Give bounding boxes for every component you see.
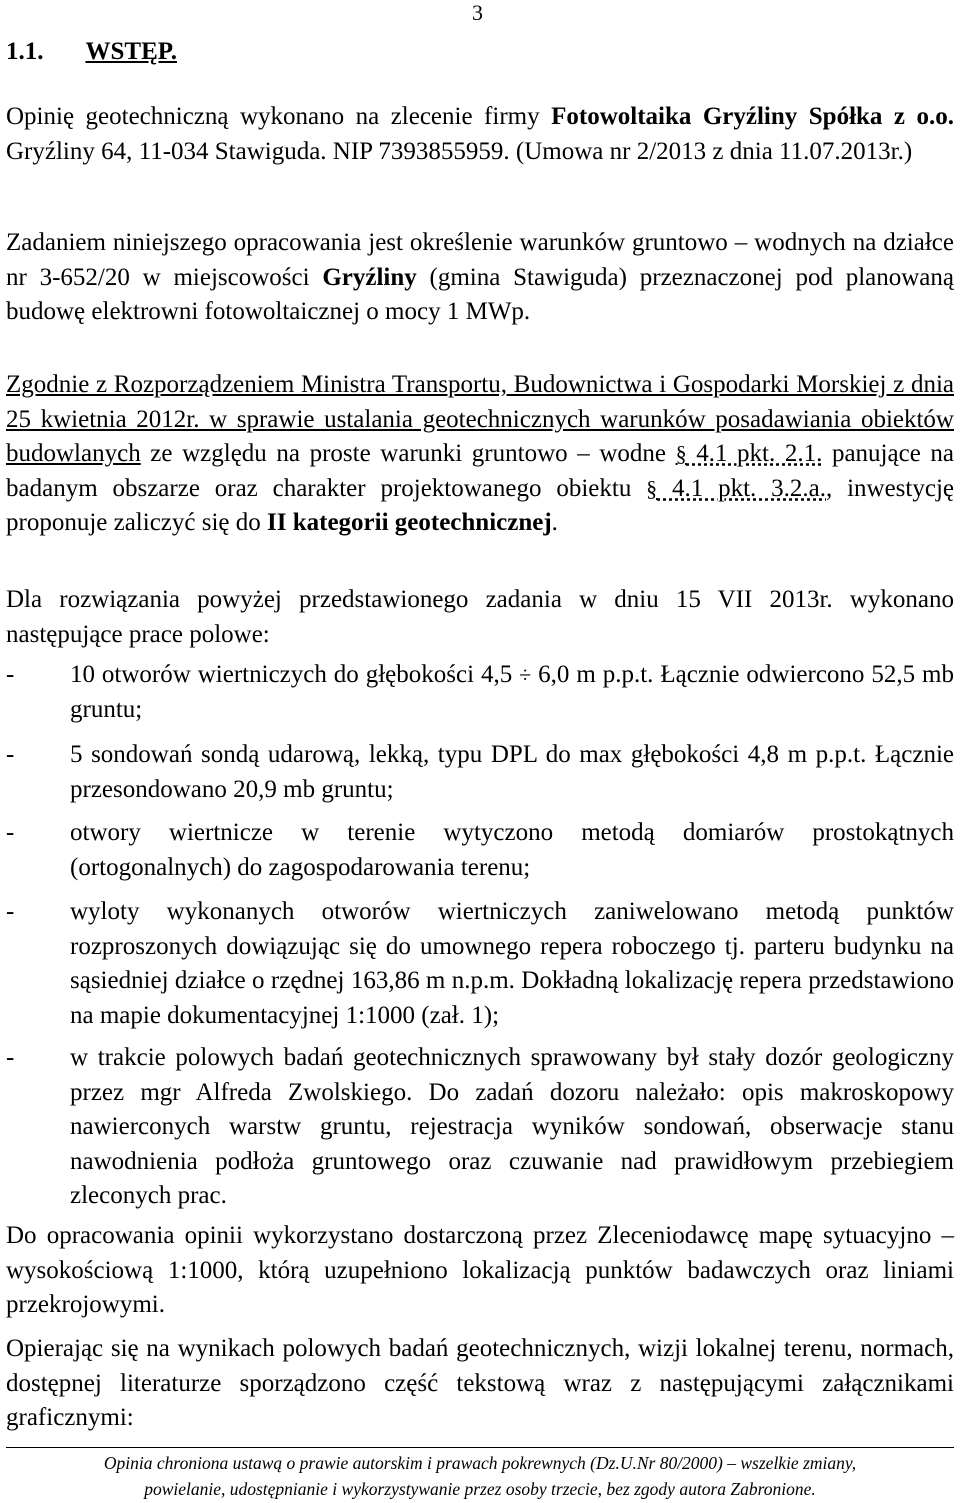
list-item-text: w trakcie polowych badań geotechnicznych sprawowany był stały dozór geologiczny przez mgr Alfreda Zwolskiego. Do zadań dozoru należało: opis makroskopowy nawierconych warstw gruntu, rejestracja wyników sondowań, obserwacje stanu nawodnienia podłoża gruntowego oraz czuwanie nad prawidłowym przebiegiem zleconych prac.	[70, 1044, 954, 1210]
text: 10 otworów wiertniczych do głębokości 4,5	[70, 661, 520, 688]
text: Do opracowania opinii wykorzystano dostarczoną przez Zleceniodawcę mapę sytuacyjno – wysokościową 1:1000, którą uzupełniono lokalizacją punktów badawczych oraz liniami przekrojowymi.	[6, 1222, 954, 1319]
list-item	[6, 1041, 954, 1214]
footer-line: powielanie, udostępnianie i wykorzystywanie przez osoby trzecie, bez zgody autora Zabronione.	[144, 1479, 816, 1499]
section-title: WSTĘP.	[85, 38, 177, 65]
client-name: Fotowoltaika Gryźliny Spółka z o.o.	[551, 103, 954, 130]
text: Gryźliny 64, 11-034 Stawiguda. NIP 7393855959. (Umowa nr 2/2013 z dnia 11.07.2013r.)	[6, 137, 913, 165]
list-dash: -	[6, 819, 15, 846]
text: 6,0 m p.p.t. Łącznie odwiercono 52,5 mb gruntu;	[70, 661, 954, 723]
range-symbol: ÷	[519, 662, 532, 687]
list-item	[6, 658, 954, 727]
section-number: 1.1.	[6, 38, 44, 65]
text: Opierając się na wynikach polowych badań geotechnicznych, wizji lokalnej terenu, normach, dostępnej literaturze sporządzono część tekstową wraz z następującymi załącznikami graficznymi:	[6, 1335, 954, 1432]
section-symbol: §	[646, 475, 658, 501]
footer-divider	[6, 1447, 954, 1448]
section-symbol: §	[675, 441, 687, 467]
paragraph-attachments-intro	[6, 1332, 954, 1436]
location-name: Gryźliny	[322, 263, 417, 291]
list-item-text: 5 sondowań sondą udarową, lekką, typu DPL do max głębokości 4,8 m p.p.t. Łącznie przesondowano 20,9 mb gruntu;	[70, 741, 954, 803]
list-dash: -	[6, 1044, 15, 1071]
paragraph-field-works-intro	[6, 583, 954, 652]
footer-line: Opinia chroniona ustawą o prawie autorskim i prawach pokrewnych (Dz.U.Nr 80/2000) – wszelkie zmiany,	[103, 1453, 857, 1473]
text: .	[551, 509, 558, 537]
paragraph-commission	[6, 100, 954, 169]
paragraph-map-source	[6, 1219, 954, 1323]
list-item	[6, 816, 954, 885]
list-item	[6, 738, 954, 807]
geotechnical-category: II kategorii geotechnicznej	[267, 509, 552, 537]
text: ze względu na proste warunki gruntowo – wodne	[140, 440, 676, 468]
text: panujące na badanym obszarze oraz charakter projektowanego obiektu	[6, 440, 954, 502]
text: (gmina Stawiguda) przeznaczonej pod planowaną budowę elektrowni fotowoltaicznej o mocy 1 MWp.	[6, 263, 954, 326]
section-heading	[6, 38, 177, 66]
copyright-footer	[6, 1450, 954, 1502]
list-item-text: wyloty wykonanych otworów wiertniczych zaniwelowano metodą punktów rozproszonych dowiązując się do umownego repera roboczego tj. parteru budynku na sąsiedniej działce o rzędnej 163,86 m n.p.m. Dokładną lokalizację repera przedstawiono na mapie dokumentacyjnej 1:1000 (zał. 1);	[70, 898, 954, 1029]
list-dash: -	[6, 741, 15, 768]
paragraph-reference: 4.1 pkt. 3.2.a.	[657, 474, 826, 502]
text: , inwestycję proponuje zaliczyć się do	[6, 474, 954, 537]
page-number: 3	[472, 0, 483, 25]
list-item-text	[70, 658, 954, 727]
list-dash: -	[6, 898, 15, 925]
list-dash: -	[6, 661, 15, 688]
text: Dla rozwiązania powyżej przedstawionego zadania w dniu 15 VII 2013r. wykonano następujące prace polowe:	[6, 586, 954, 648]
text: Opinię geotechniczną wykonano na zlecenie firmy	[6, 103, 552, 130]
list-item	[6, 895, 954, 1033]
text: Zadaniem niniejszego opracowania jest określenie warunków gruntowo – wodnych na działce nr 3-652/20 w miejscowości	[6, 229, 954, 291]
regulation-reference: Zgodnie z Rozporządzeniem Ministra Transportu, Budownictwa i Gospodarki Morskiej z dnia 25 kwietnia 2012r. w sprawie ustalania geotechnicznych warunków posadawiania obiektów budowlanych	[6, 371, 954, 468]
list-item-text: otwory wiertnicze w terenie wytyczono metodą domiarów prostokątnych (ortogonalnych) do zagospodarowania terenu;	[70, 819, 954, 881]
paragraph-reference: 4.1 pkt. 2.1.	[686, 440, 823, 468]
paragraph-purpose	[6, 226, 954, 330]
paragraph-regulation	[6, 368, 954, 541]
